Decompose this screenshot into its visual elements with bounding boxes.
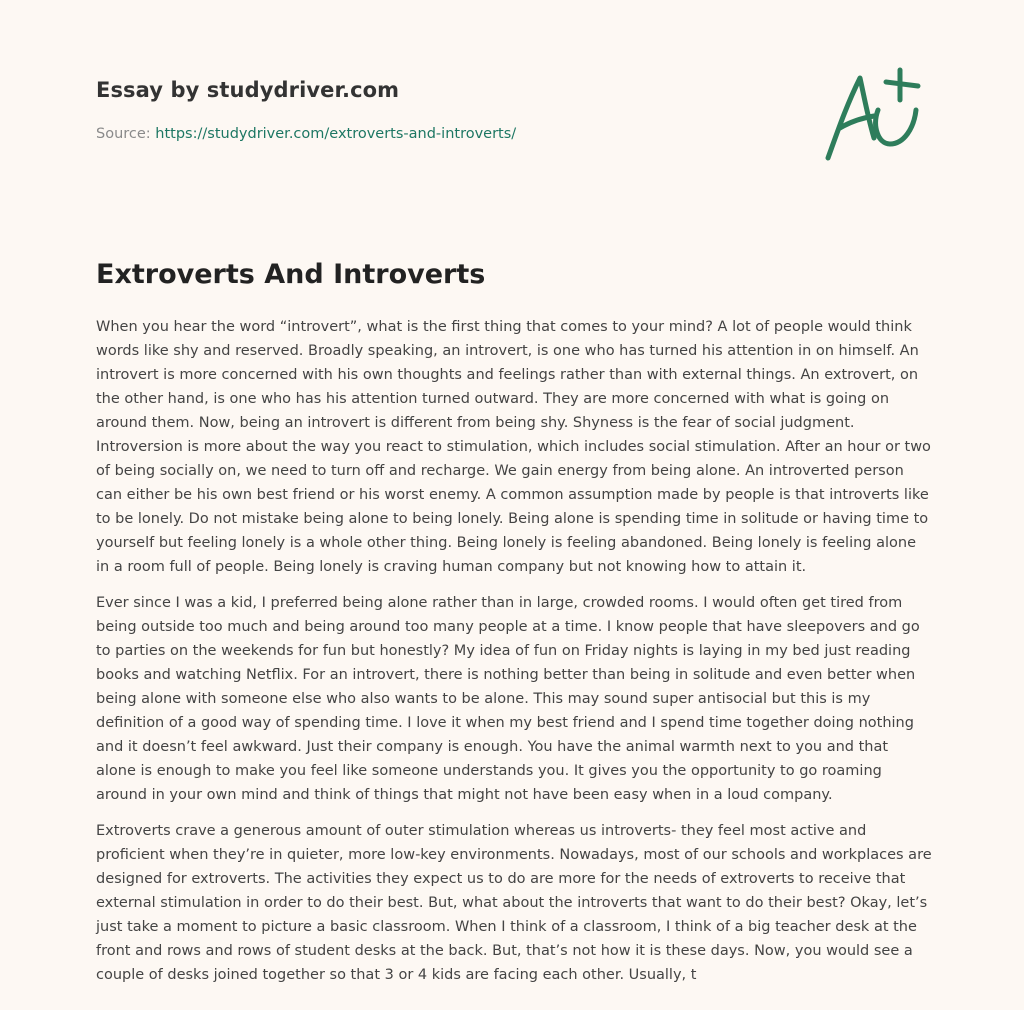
- essay-title: Extroverts And Introverts: [96, 259, 486, 290]
- essay-body: [96, 315, 932, 999]
- source-link[interactable]: https://studydriver.com/extroverts-and-introverts/: [155, 126, 517, 142]
- site-brand: Essay by studydriver.com: [96, 78, 400, 102]
- essay-paragraph: Extroverts crave a generous amount of outer stimulation whereas us introverts- they feel most active and proficient when they’re in quieter, more low-key environments. Nowadays, most of our schools and workplaces are designed for extroverts. The activities they expect us to do are more for the needs of extroverts to receive that external stimulation in order to do their best. But, what about the introverts that want to do their best? Okay, let’s just take a moment to picture a basic classroom. When I think of a classroom, I think of a big teacher desk at the front and rows and rows of student desks at the back. But, that’s not how it is these days. Now, you would see a couple of desks joined together so that 3 or 4 kids are facing each other. Usually, t: [96, 823, 932, 983]
- essay-paragraph: Ever since I was a kid, I preferred being alone rather than in large, crowded rooms. I would often get tired from being outside too much and being around too many people at a time. I know people that have sleepovers and go to parties on the weekends for fun but honestly? My idea of fun on Friday nights is laying in my bed just reading books and watching Netflix. For an introvert, there is nothing better than being in solitude and even better when being alone with someone else who also wants to be alone. This may sound super antisocial but this is my definition of a good way of spending time. I love it when my best friend and I spend time together doing nothing and it doesn’t feel awkward. Just their company is enough. You have the animal warmth next to you and that alone is enough to make you feel like someone understands you. It gives you the opportunity to go roaming around in your own mind and think of things that might not have been easy when in a loud company.: [96, 595, 920, 803]
- essay-paragraph: When you hear the word “introvert”, what is the first thing that comes to your mind? A lot of people would think words like shy and reserved. Broadly speaking, an introvert, is one who has turned his attention in on himself. An introvert is more concerned with his own thoughts and feelings rather than with external things. An extrovert, on the other hand, is one who has his attention turned outward. They are more concerned with what is going on around them. Now, being an introvert is different from being shy. Shyness is the fear of social judgment. Introversion is more about the way you react to stimulation, which includes social stimulation. After an hour or two of being socially on, we need to turn off and recharge. We gain energy from being alone. An introverted person can either be his own best friend or his worst enemy. A common assumption made by people is that introverts like to be lonely. Do not mistake being alone to being lonely. Being alone is spending time in solitude or having time to yourself but feeling lonely is a whole other thing. Being lonely is feeling abandoned. Being lonely is feeling alone in a room full of people. Being lonely is craving human company but not knowing how to attain it.: [96, 319, 931, 575]
- source-line: [96, 124, 796, 144]
- a-plus-icon: [820, 66, 930, 166]
- source-label: Source:: [96, 126, 156, 142]
- essay-header: [96, 76, 796, 144]
